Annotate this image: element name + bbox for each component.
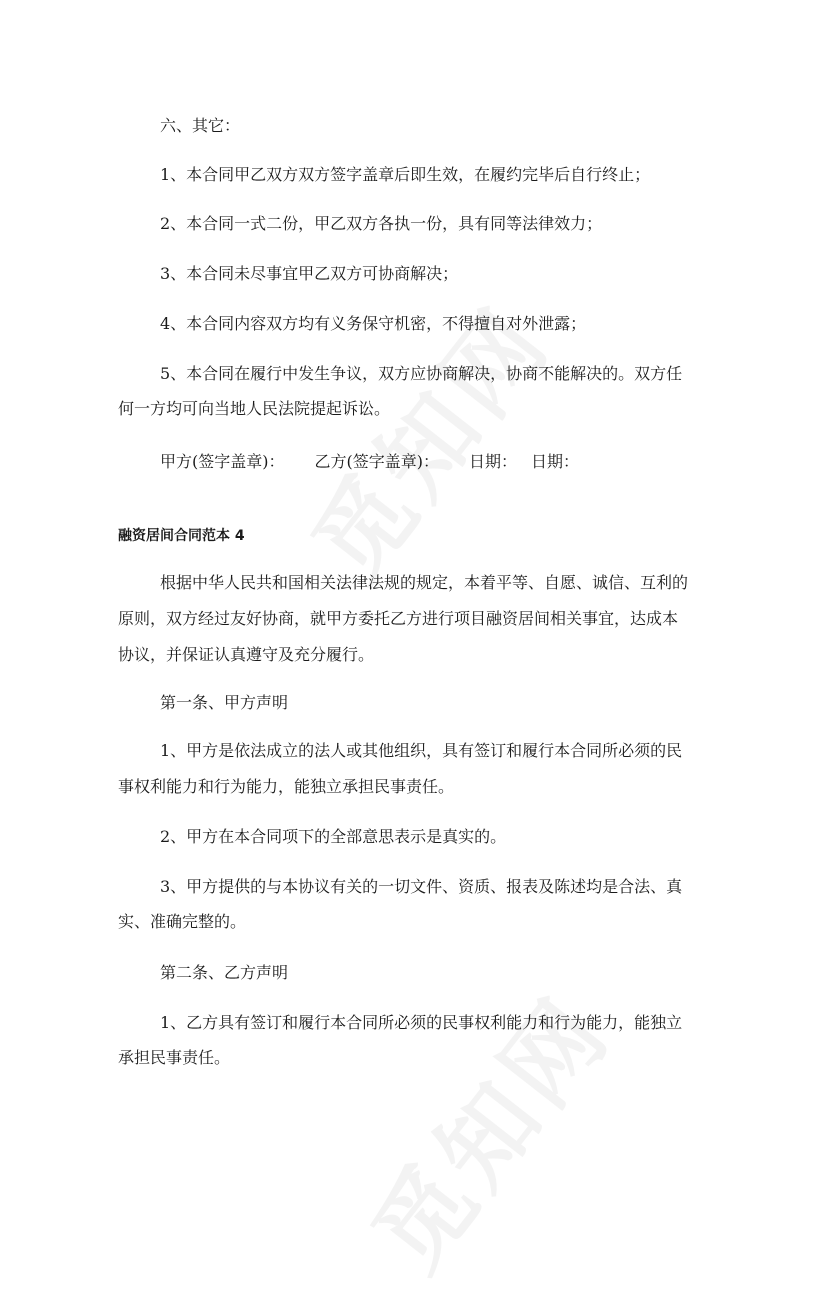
clause-item: 4、本合同内容双方均有义务保守机密，不得擅自对外泄露；	[160, 314, 587, 333]
clause-item: 2、本合同一式二份，甲乙双方各执一份，具有同等法律效力；	[160, 214, 603, 233]
party-a-signature: 甲方(签字盖章)：	[160, 452, 285, 471]
article-heading: 第二条、乙方声明	[160, 963, 289, 982]
signature-line	[160, 451, 609, 473]
section-heading: 六、其它：	[160, 116, 241, 135]
intro-paragraph: 根据中华人民共和国相关法律法规的规定，本着平等、自愿、诚信、互利的	[160, 573, 689, 592]
party-b-signature: 乙方(签字盖章)：	[314, 452, 439, 471]
intro-paragraph: 原则，双方经过友好协商，就甲方委托乙方进行项目融资居间相关事宜，达成本	[118, 609, 679, 628]
document-title: 融资居间合同范本 4	[118, 528, 245, 544]
clause-item: 2、甲方在本合同项下的全部意思表示是真实的。	[160, 827, 507, 846]
article-heading: 第一条、甲方声明	[160, 693, 289, 712]
date-b: 日期：	[531, 452, 580, 471]
clause-item: 5、本合同在履行中发生争议，双方应协商解决，协商不能解决的。双方任	[160, 364, 683, 383]
intro-paragraph: 协议，并保证认真遵守及充分履行。	[118, 645, 375, 664]
date-a: 日期：	[469, 452, 518, 471]
clause-item-continuation: 何一方均可向当地人民法院提起诉讼。	[118, 399, 391, 418]
clause-item-continuation: 实、准确完整的。	[118, 912, 247, 931]
clause-item-continuation: 事权利能力和行为能力，能独立承担民事责任。	[118, 777, 455, 796]
clause-item: 1、甲方是依法成立的法人或其他组织，具有签订和履行本合同所必须的民	[160, 741, 683, 760]
clause-item: 1、乙方具有签订和履行本合同所必须的民事权利能力和行为能力，能独立	[160, 1013, 683, 1032]
clause-item-continuation: 承担民事责任。	[118, 1048, 231, 1067]
clause-item: 3、甲方提供的与本协议有关的一切文件、资质、报表及陈述均是合法、真	[160, 877, 683, 896]
clause-item: 1、本合同甲乙双方双方签字盖章后即生效，在履约完毕后自行终止；	[160, 165, 651, 184]
clause-item: 3、本合同未尽事宜甲乙双方可协商解决；	[160, 264, 459, 283]
